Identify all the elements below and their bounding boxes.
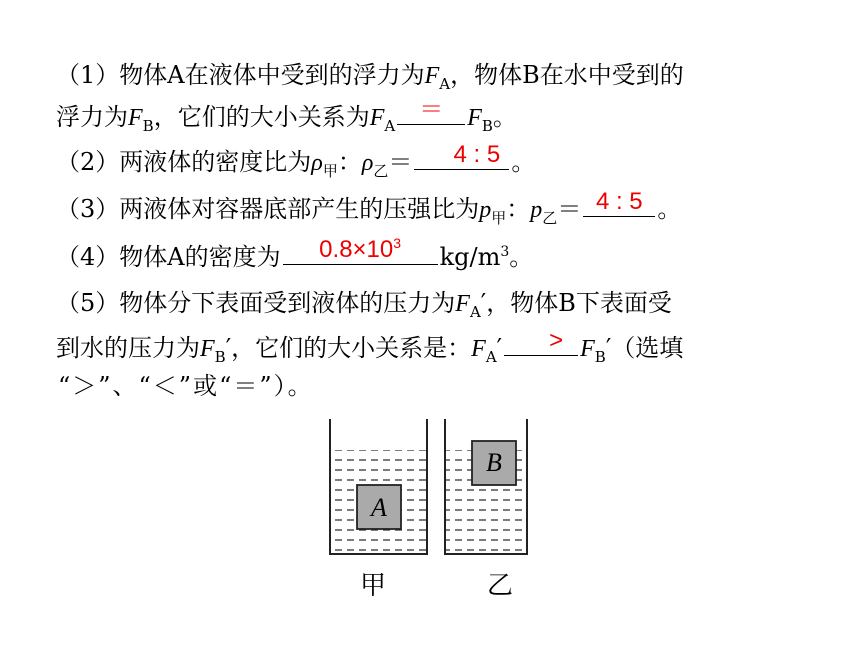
container-jia [330, 419, 427, 554]
containers-diagram [322, 415, 542, 560]
q4-answer-blank[interactable] [283, 235, 438, 265]
containers-figure [322, 415, 542, 601]
q5-answer-blank[interactable] [504, 327, 578, 356]
force-a-symbol: F [424, 63, 440, 89]
q2-line: （2）两液体的密度比为$\rho_甲$：$\rho_乙=$ 4 : 5 。 [56, 141, 536, 180]
block-a-label: A [371, 493, 387, 522]
container-yi [445, 419, 527, 554]
caption-yi: 乙 [487, 571, 514, 601]
q4-answer: $0.8\times 10^3$ [319, 235, 402, 263]
q2-answer-blank[interactable] [414, 141, 509, 170]
q5-line3: “＞”、“＜”或“＝”）。 [58, 372, 314, 400]
q5-line2: 到水的压力为$F_B'$，它们的大小关系是：$F_A'$ > $F_B'$（选填 [56, 327, 684, 366]
q2-answer: 4 : 5 [453, 141, 501, 168]
q1-line2: 浮力为$F_B$，它们的大小关系为$F_A$ ＝ $F_B$。 [56, 96, 517, 135]
q3-answer: 4 : 5 [595, 188, 643, 215]
q3-answer-blank[interactable] [583, 188, 655, 217]
q1-line1: （1）物体A在液体中受到的浮力为$F_A$，物体B在水中受到的 [56, 61, 684, 93]
q1-answer: ＝ [419, 96, 444, 123]
q3-line: （3）两液体对容器底部产生的压强比为$p_甲$：$p_乙=$ 4 : 5 。 [56, 188, 682, 227]
q1-answer-blank[interactable] [397, 96, 465, 125]
q5-line1: （5）物体分下表面受到液体的压力为$F_A'$，物体B下表面受 [56, 289, 672, 321]
caption-jia: 甲 [360, 571, 387, 601]
q5-answer: > [549, 327, 564, 354]
block-b-label: B [486, 448, 502, 477]
q4-line: （4）物体A的密度为 $0.8\times 10^3$ $kg/m^3$。 [56, 235, 534, 271]
